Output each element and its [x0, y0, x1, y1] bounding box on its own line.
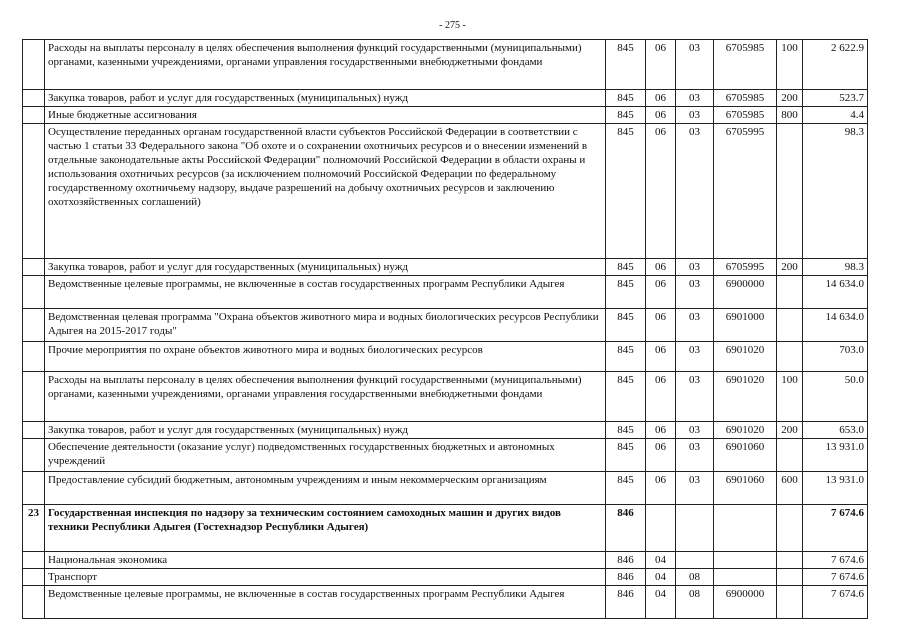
row-ved: 846 [606, 505, 646, 552]
row-ved: 845 [606, 342, 646, 372]
row-rz: 06 [646, 90, 676, 107]
row-name: Ведомственные целевые программы, не включенные в состав государственных программ Республики Адыгея [45, 276, 606, 309]
table-row [23, 422, 868, 439]
row-ved: 846 [606, 552, 646, 569]
row-csr: 6901020 [714, 422, 777, 439]
row-rz: 06 [646, 40, 676, 90]
row-ved: 845 [606, 309, 646, 342]
row-number [23, 422, 45, 439]
row-rz [646, 505, 676, 552]
row-vr: 800 [777, 107, 803, 124]
row-rz: 04 [646, 586, 676, 619]
row-sum: 7 674.6 [803, 505, 868, 552]
row-number [23, 259, 45, 276]
table-row [23, 372, 868, 422]
row-pr: 03 [676, 439, 714, 472]
row-name: Обеспечение деятельности (оказание услуг) подведомственных государственных бюджетных и автономных учреждений [45, 439, 606, 472]
row-vr: 200 [777, 90, 803, 107]
row-sum: 7 674.6 [803, 552, 868, 569]
row-csr [714, 552, 777, 569]
row-number [23, 107, 45, 124]
row-csr: 6901020 [714, 342, 777, 372]
row-csr: 6900000 [714, 586, 777, 619]
table-row [23, 309, 868, 342]
row-pr: 03 [676, 90, 714, 107]
row-vr [777, 124, 803, 259]
row-csr [714, 505, 777, 552]
row-rz: 06 [646, 259, 676, 276]
row-number [23, 90, 45, 107]
row-ved: 845 [606, 276, 646, 309]
table-row [23, 259, 868, 276]
table-row [23, 505, 868, 552]
row-vr: 100 [777, 40, 803, 90]
row-name: Транспорт [45, 569, 606, 586]
table-row [23, 276, 868, 309]
table-row [23, 40, 868, 90]
row-pr: 03 [676, 372, 714, 422]
row-rz: 04 [646, 552, 676, 569]
row-csr: 6705985 [714, 90, 777, 107]
row-name: Закупка товаров, работ и услуг для государственных (муниципальных) нужд [45, 90, 606, 107]
table-row [23, 472, 868, 505]
row-number [23, 439, 45, 472]
row-sum: 7 674.6 [803, 569, 868, 586]
row-ved: 845 [606, 439, 646, 472]
row-name: Прочие мероприятия по охране объектов животного мира и водных биологических ресурсов [45, 342, 606, 372]
row-rz: 06 [646, 107, 676, 124]
row-csr: 6901060 [714, 439, 777, 472]
row-ved: 845 [606, 124, 646, 259]
row-rz: 06 [646, 342, 676, 372]
table-row [23, 586, 868, 619]
row-csr: 6705995 [714, 259, 777, 276]
row-number [23, 276, 45, 309]
row-vr: 200 [777, 259, 803, 276]
row-csr: 6901000 [714, 309, 777, 342]
row-number [23, 342, 45, 372]
row-vr: 600 [777, 472, 803, 505]
row-number [23, 372, 45, 422]
table-row [23, 342, 868, 372]
row-vr [777, 439, 803, 472]
row-name: Закупка товаров, работ и услуг для государственных (муниципальных) нужд [45, 259, 606, 276]
row-name: Расходы на выплаты персоналу в целях обеспечения выполнения функций государственными (муниципальными) органами, казенными учреждениями, органами управления государственными внебюджетными фондами [45, 40, 606, 90]
row-rz: 06 [646, 124, 676, 259]
row-sum: 703.0 [803, 342, 868, 372]
row-pr: 03 [676, 124, 714, 259]
row-name: Осуществление переданных органам государственной власти субъектов Российской Федерации в соответствии с частью 1 статьи 33 Федерального закона "Об охоте и о сохранении охотничьих ресурсов и о внесении изменений в отдельные законодательные акты Российской Федерации" полномочий Российской Федерации в области охраны и использования охотничьих ресурсов (за исключением полномочий Российской Федерации по федеральному государственному охотничьему надзору, выдаче разрешений на добычу охотничьих ресурсов и заключению охотхозяйственных соглашений) [45, 124, 606, 259]
row-ved: 845 [606, 90, 646, 107]
row-pr: 08 [676, 569, 714, 586]
row-vr [777, 552, 803, 569]
row-rz: 06 [646, 422, 676, 439]
row-ved: 845 [606, 259, 646, 276]
budget-table [22, 39, 868, 619]
row-number [23, 309, 45, 342]
row-csr: 6900000 [714, 276, 777, 309]
row-ved: 845 [606, 422, 646, 439]
row-vr: 200 [777, 422, 803, 439]
row-rz: 06 [646, 372, 676, 422]
row-sum: 50.0 [803, 372, 868, 422]
table-row [23, 107, 868, 124]
row-pr: 03 [676, 472, 714, 505]
row-sum: 14 634.0 [803, 309, 868, 342]
row-csr: 6901020 [714, 372, 777, 422]
row-number [23, 552, 45, 569]
row-name: Национальная экономика [45, 552, 606, 569]
row-number: 23 [23, 505, 45, 552]
row-sum: 653.0 [803, 422, 868, 439]
row-ved: 846 [606, 569, 646, 586]
row-ved: 845 [606, 472, 646, 505]
row-csr: 6705995 [714, 124, 777, 259]
row-rz: 06 [646, 309, 676, 342]
row-sum: 523.7 [803, 90, 868, 107]
table-row [23, 552, 868, 569]
row-pr [676, 552, 714, 569]
row-sum: 13 931.0 [803, 472, 868, 505]
row-sum: 98.3 [803, 259, 868, 276]
row-name: Иные бюджетные ассигнования [45, 107, 606, 124]
row-csr [714, 569, 777, 586]
row-number [23, 569, 45, 586]
row-ved: 845 [606, 107, 646, 124]
row-pr: 03 [676, 276, 714, 309]
row-csr: 6901060 [714, 472, 777, 505]
row-vr [777, 505, 803, 552]
row-vr [777, 569, 803, 586]
row-pr: 03 [676, 107, 714, 124]
row-pr: 03 [676, 422, 714, 439]
table-row [23, 90, 868, 107]
page-number: - 275 - [439, 20, 466, 31]
row-sum: 13 931.0 [803, 439, 868, 472]
row-ved: 845 [606, 40, 646, 90]
row-sum: 2 622.9 [803, 40, 868, 90]
row-pr: 03 [676, 309, 714, 342]
row-name: Государственная инспекция по надзору за техническим состоянием самоходных машин и других видов техники Республики Адыгея (Гостехнадзор Республики Адыгея) [45, 505, 606, 552]
row-pr: 03 [676, 40, 714, 90]
row-sum: 4.4 [803, 107, 868, 124]
row-name: Ведомственные целевые программы, не включенные в состав государственных программ Республики Адыгея [45, 586, 606, 619]
row-csr: 6705985 [714, 107, 777, 124]
row-number [23, 586, 45, 619]
table-row [23, 569, 868, 586]
row-rz: 06 [646, 276, 676, 309]
row-pr: 08 [676, 586, 714, 619]
row-name: Ведомственная целевая программа "Охрана объектов животного мира и водных биологических ресурсов Республики Адыгея на 2015-2017 годы" [45, 309, 606, 342]
row-sum: 7 674.6 [803, 586, 868, 619]
row-rz: 06 [646, 472, 676, 505]
row-name: Предоставление субсидий бюджетным, автономным учреждениям и иным некоммерческим организациям [45, 472, 606, 505]
row-name: Закупка товаров, работ и услуг для государственных (муниципальных) нужд [45, 422, 606, 439]
row-sum: 98.3 [803, 124, 868, 259]
row-vr [777, 342, 803, 372]
row-rz: 06 [646, 439, 676, 472]
table-row [23, 439, 868, 472]
row-pr: 03 [676, 342, 714, 372]
row-vr: 100 [777, 372, 803, 422]
row-sum: 14 634.0 [803, 276, 868, 309]
row-pr: 03 [676, 259, 714, 276]
row-ved: 845 [606, 372, 646, 422]
row-number [23, 124, 45, 259]
row-csr: 6705985 [714, 40, 777, 90]
row-pr [676, 505, 714, 552]
row-number [23, 472, 45, 505]
row-rz: 04 [646, 569, 676, 586]
row-name: Расходы на выплаты персоналу в целях обеспечения выполнения функций государственными (муниципальными) органами, казенными учреждениями, органами управления государственными внебюджетными фондами [45, 372, 606, 422]
row-vr [777, 276, 803, 309]
row-vr [777, 309, 803, 342]
row-ved: 846 [606, 586, 646, 619]
table-row [23, 124, 868, 259]
row-vr [777, 586, 803, 619]
row-number [23, 40, 45, 90]
